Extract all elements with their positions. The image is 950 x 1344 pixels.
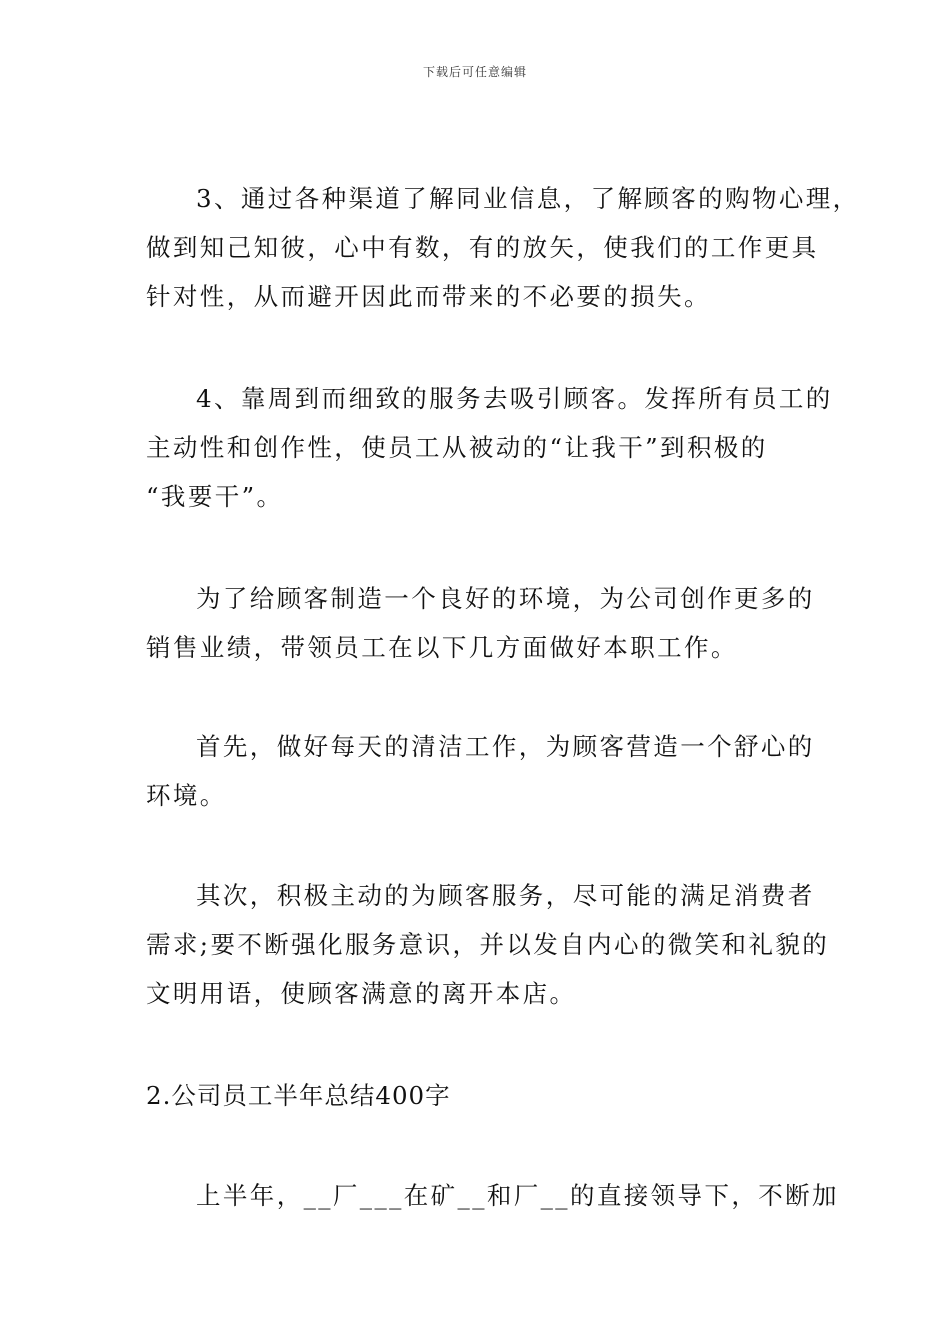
paragraph-line: “我要干”。 [146, 482, 284, 511]
paragraph-line: 环境。 [146, 781, 227, 810]
page-header: 下载后可任意编辑 [422, 65, 527, 79]
paragraph-line: 针对性，从而避开因此而带来的不必要的损失。 [146, 282, 711, 311]
paragraph-4 [146, 374, 833, 521]
paragraph-half-year [146, 1171, 839, 1220]
paragraph-line: 主动性和创作性，使员工从被动的“让我干”到积极的 [146, 433, 768, 462]
paragraph-line: 为了给顾客制造一个良好的环境，为公司创作更多的 [196, 584, 815, 613]
paragraph-line: 首先，做好每天的清洁工作，为顾客营造一个舒心的 [196, 732, 815, 761]
section-heading: 2.公司员工半年总结400字 [146, 1081, 451, 1110]
paragraph-line: 需求;要不断强化服务意识，并以发自内心的微笑和礼貌的 [146, 930, 830, 959]
paragraph-line: 销售业绩，带领员工在以下几方面做好本职工作。 [146, 633, 738, 662]
paragraph-line: 其次，积极主动的为顾客服务，尽可能的满足消费者 [196, 881, 815, 910]
paragraph-line: 4、靠周到而细致的服务去吸引顾客。发挥所有员工的 [196, 384, 833, 413]
paragraph-3 [146, 174, 860, 321]
paragraph-line: 做到知己知彼，心中有数，有的放矢，使我们的工作更具 [146, 233, 819, 262]
paragraph-environment [146, 574, 816, 672]
paragraph-second [146, 871, 830, 1018]
paragraph-line: 3、通过各种渠道了解同业信息，了解顾客的购物心理， [196, 184, 860, 213]
paragraph-first [146, 722, 816, 820]
paragraph-line: 上半年，__厂___在矿__和厂__的直接领导下，不断加 [196, 1181, 839, 1210]
paragraph-line: 文明用语，使顾客满意的离开本店。 [146, 979, 577, 1008]
